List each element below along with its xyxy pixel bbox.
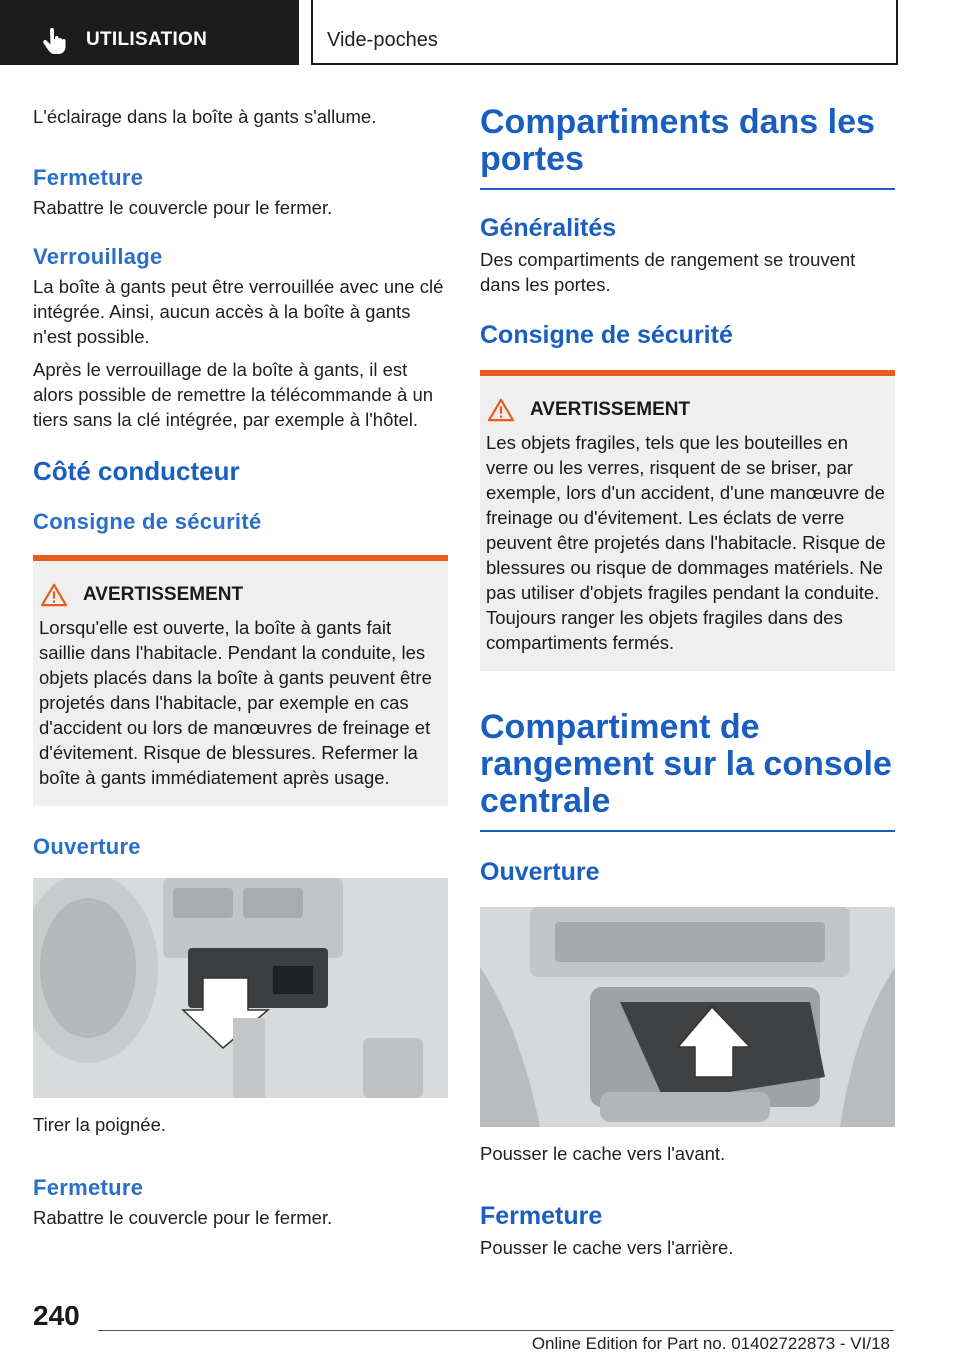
right-column (480, 100, 895, 1260)
section-rule-1 (480, 188, 895, 190)
warning-header (39, 583, 442, 607)
warning-box-right (480, 370, 895, 671)
warning-title: AVERTISSEMENT (83, 584, 244, 605)
heading-compartiments-portes: Compartiments dans les portes (480, 103, 875, 178)
heading-cote-conducteur: Côté conducteur (33, 456, 240, 486)
heading-verrouillage: Verrouillage (33, 244, 163, 269)
caption-tirer: Tirer la poignée. (33, 1114, 166, 1135)
section-tab (0, 0, 299, 65)
fermeture-right-text: Pousser le cache vers l'arrière. (480, 1237, 734, 1258)
warning-box (33, 555, 448, 806)
heading-fermeture-2: Fermeture (33, 1175, 144, 1200)
warning-triangle-icon (39, 583, 69, 607)
topic-box (311, 0, 898, 65)
warning-header-right (486, 398, 889, 422)
heading-consigne-securite: Consigne de sécurité (33, 509, 262, 534)
heading-generalites: Généralités (480, 214, 617, 242)
verrouillage-text-2: Après le verrouillage de la boîte à gants, il est alors possible de remettre la télécommande à un tiers sans la clé intégrée, par exemple à l'hôtel. (33, 359, 434, 430)
warning-triangle-icon (486, 398, 516, 422)
section-title: UTILISATION (86, 29, 208, 50)
caption-pousser-avant: Pousser le cache vers l'avant. (480, 1143, 726, 1164)
heading-fermeture-right: Fermeture (480, 1202, 603, 1230)
fermeture-text: Rabattre le couvercle pour le fermer. (33, 197, 333, 218)
verrouillage-text-1: La boîte à gants peut être verrouillée avec une clé intégrée. Ainsi, aucun accès à la boîte à gants n'est possible. (33, 276, 444, 347)
glovebox-illustration (33, 878, 448, 1098)
heading-ouverture: Ouverture (33, 834, 141, 859)
page-number: 240 (33, 1300, 80, 1331)
console-illustration (480, 907, 895, 1127)
topic-title: Vide-poches (327, 29, 438, 51)
heading-fermeture: Fermeture (33, 165, 144, 190)
footer-rule (98, 1330, 894, 1331)
footer-edition: Online Edition for Part no. 01402722873 - VI/18 (531, 1334, 890, 1353)
intro-text: L'éclairage dans la boîte à gants s'allume. (33, 106, 377, 127)
heading-consigne-securite-right: Consigne de sécurité (480, 321, 733, 349)
warning-title-right: AVERTISSEMENT (530, 399, 691, 420)
warning-text: Lorsqu'elle est ouverte, la boîte à gants fait saillie dans l'habitacle. Pendant la conduite, les objets placés dans la boîte à gants peuvent être projetés dans l'habitacle, par exemple en cas d'accident ou lors de manœuvres de freinage et d'évitement. Risque de blessures. Refermer la boîte à gants immédiatement après usage. (39, 617, 432, 788)
generalites-text: Des compartiments de rangement se trouvent dans les portes. (480, 249, 856, 295)
heading-console-centrale: Compartiment de rangement sur la console centrale (480, 708, 892, 820)
warning-text-right: Les objets fragiles, tels que les bouteilles en verre ou les verres, risquent de se briser, par exemple, lors d'un accident, d'une manœuvre de freinage ou d'évitement. Les éclats de verre peuvent être projetés dans l'habitacle. Risque de blessures ou risque de dommages matériels. Ne pas utiliser d'objets fragiles pendant la conduite. Toujours ranger les objets fragiles dans des compartiments fermés. (486, 432, 886, 653)
fermeture-2-text: Rabattre le couvercle pour le fermer. (33, 1207, 333, 1228)
hand-pointer-icon (42, 28, 66, 54)
heading-ouverture-right: Ouverture (480, 858, 600, 886)
section-rule-2 (480, 830, 895, 832)
left-column (33, 100, 448, 1230)
